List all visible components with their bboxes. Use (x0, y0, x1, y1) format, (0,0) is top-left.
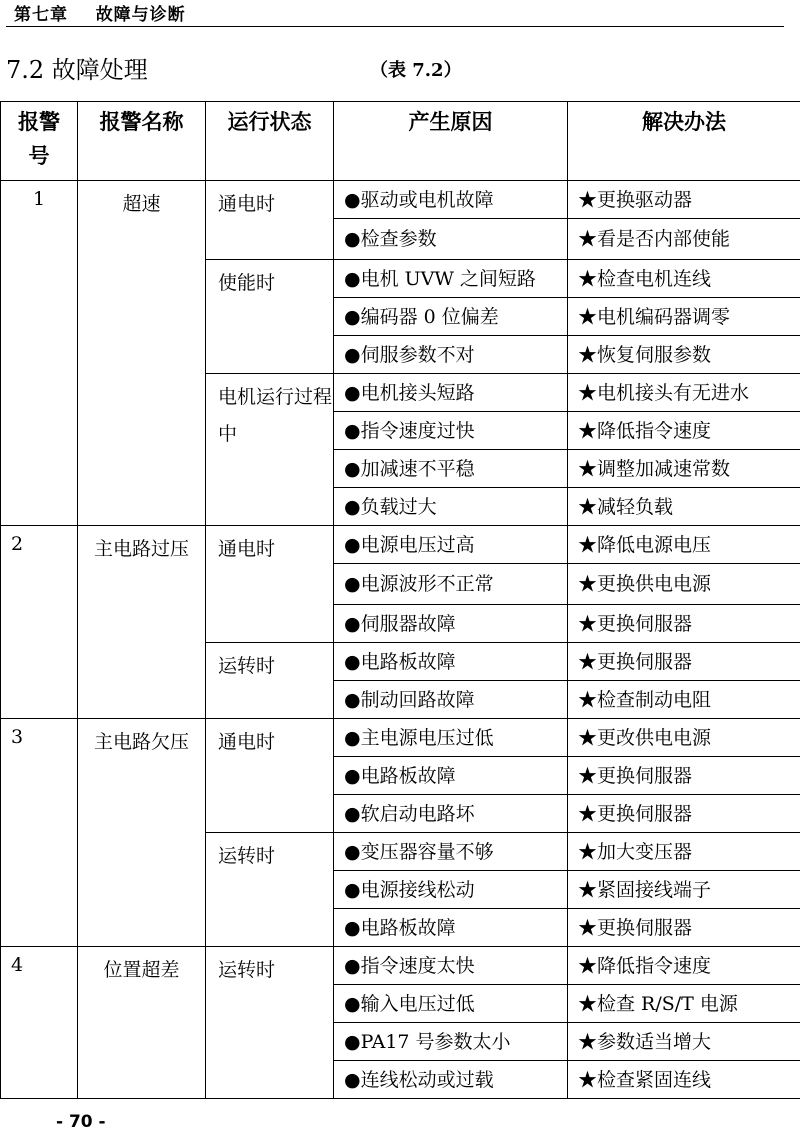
fault-cause: ●制动回路故障 (334, 681, 568, 719)
fault-solution: ★降低指令速度 (568, 947, 800, 985)
header-cause: 产生原因 (334, 102, 568, 181)
alarm-number: 3 (1, 719, 78, 947)
header-solution: 解决办法 (568, 102, 800, 181)
fault-cause: ●电源波形不正常 (334, 564, 568, 605)
fault-solution: ★调整加减速常数 (568, 450, 800, 488)
fault-solution: ★恢复伺服参数 (568, 336, 800, 374)
table-row (1, 719, 800, 757)
fault-solution: ★降低电源电压 (568, 526, 800, 564)
fault-cause: ●伺服器故障 (334, 605, 568, 643)
fault-solution: ★更改供电电源 (568, 719, 800, 757)
fault-solution: ★更换伺服器 (568, 605, 800, 643)
alarm-number: 2 (1, 526, 78, 719)
fault-solution: ★检查紧固连线 (568, 1061, 800, 1099)
fault-cause: ●电机接头短路 (334, 374, 568, 412)
fault-solution: ★更换伺服器 (568, 795, 800, 833)
alarm-name: 超速 (78, 181, 206, 526)
run-state: 通电时 (206, 181, 334, 260)
alarm-number: 4 (1, 947, 78, 1099)
fault-cause: ●主电源电压过低 (334, 719, 568, 757)
fault-cause: ●编码器 0 位偏差 (334, 298, 568, 336)
fault-solution: ★检查 R/S/T 电源 (568, 985, 800, 1023)
fault-cause: ●伺服参数不对 (334, 336, 568, 374)
run-state: 运转时 (206, 947, 334, 1099)
chapter-title: 故障与诊断 (95, 5, 186, 25)
header-run-state: 运行状态 (206, 102, 334, 181)
fault-cause: ●指令速度过快 (334, 412, 568, 450)
run-state: 运转时 (206, 643, 334, 719)
running-header (14, 0, 186, 25)
table-row (1, 526, 800, 564)
fault-solution: ★更换伺服器 (568, 909, 800, 947)
fault-cause: ●输入电压过低 (334, 985, 568, 1023)
page-number: - 70 - (56, 1112, 106, 1132)
table-row (1, 947, 800, 985)
section-title: 7.2 故障处理 (6, 56, 148, 84)
run-state: 通电时 (206, 719, 334, 833)
fault-solution: ★降低指令速度 (568, 412, 800, 450)
alarm-name: 主电路欠压 (78, 719, 206, 947)
table-row (1, 181, 800, 219)
fault-cause: ●负载过大 (334, 488, 568, 526)
header-alarm-no: 报警号 (1, 102, 78, 181)
chapter-label: 第七章 (14, 5, 68, 25)
fault-solution: ★参数适当增大 (568, 1023, 800, 1061)
run-state: 使能时 (206, 260, 334, 374)
header-rule (6, 26, 784, 27)
fault-solution: ★加大变压器 (568, 833, 800, 871)
fault-cause: ●变压器容量不够 (334, 833, 568, 871)
fault-solution: ★更换驱动器 (568, 181, 800, 219)
fault-solution: ★更换供电电源 (568, 564, 800, 605)
run-state: 电机运行过程中 (206, 374, 334, 526)
run-state: 通电时 (206, 526, 334, 643)
fault-solution: ★电机编码器调零 (568, 298, 800, 336)
fault-cause: ●指令速度太快 (334, 947, 568, 985)
header-alarm-name: 报警名称 (78, 102, 206, 181)
fault-solution: ★电机接头有无进水 (568, 374, 800, 412)
alarm-name: 主电路过压 (78, 526, 206, 719)
fault-cause: ●电路板故障 (334, 909, 568, 947)
fault-cause: ●驱动或电机故障 (334, 181, 568, 219)
fault-solution: ★更换伺服器 (568, 643, 800, 681)
table-caption: （表 7.2） (370, 60, 462, 81)
fault-cause: ●软启动电路坏 (334, 795, 568, 833)
fault-solution: ★看是否内部使能 (568, 219, 800, 260)
fault-solution: ★紧固接线端子 (568, 871, 800, 909)
fault-solution: ★更换伺服器 (568, 757, 800, 795)
fault-cause: ●检查参数 (334, 219, 568, 260)
fault-table-body (1, 181, 800, 1099)
alarm-name: 位置超差 (78, 947, 206, 1099)
fault-cause: ●电源电压过高 (334, 526, 568, 564)
fault-cause: ●电路板故障 (334, 643, 568, 681)
fault-solution: ★检查电机连线 (568, 260, 800, 298)
fault-solution: ★检查制动电阻 (568, 681, 800, 719)
run-state: 运转时 (206, 833, 334, 947)
fault-cause: ●电源接线松动 (334, 871, 568, 909)
fault-table (0, 101, 800, 1099)
alarm-number: 1 (1, 181, 78, 526)
fault-solution: ★减轻负载 (568, 488, 800, 526)
table-header-row (1, 102, 800, 181)
fault-cause: ●连线松动或过载 (334, 1061, 568, 1099)
fault-cause: ●PA17 号参数太小 (334, 1023, 568, 1061)
fault-cause: ●电路板故障 (334, 757, 568, 795)
fault-cause: ●加减速不平稳 (334, 450, 568, 488)
fault-cause: ●电机 UVW 之间短路 (334, 260, 568, 298)
